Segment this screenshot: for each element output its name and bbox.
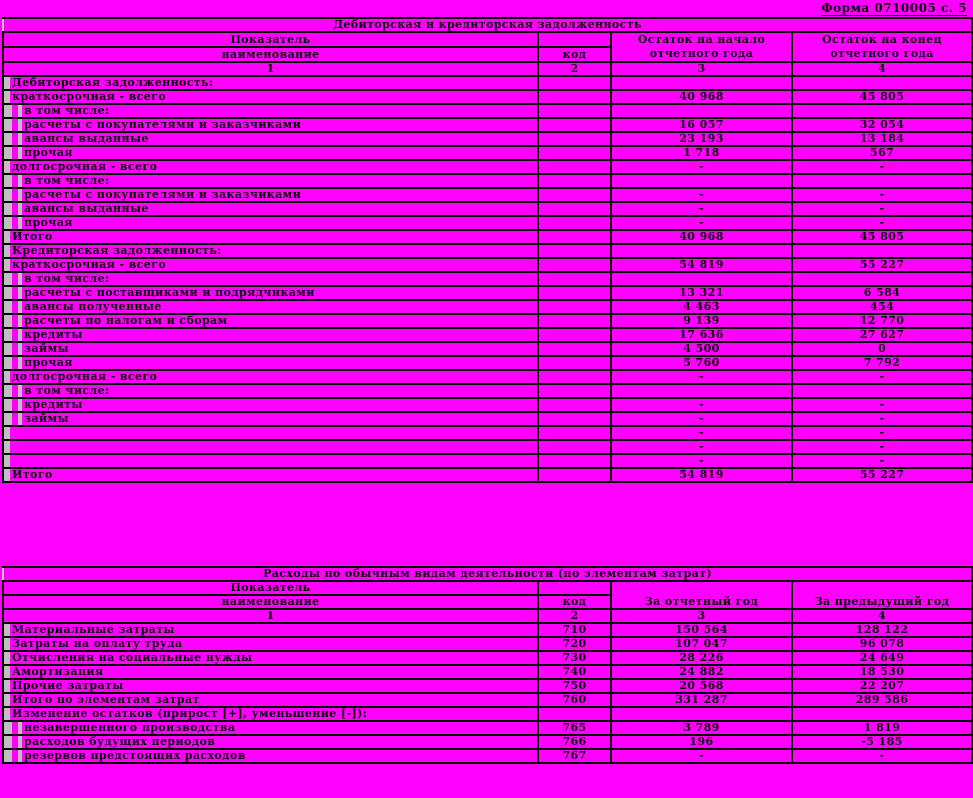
table-row [3, 735, 972, 749]
row-code: 765 [538, 721, 611, 735]
code-header: код [538, 47, 611, 62]
row-value-1: 150 564 [611, 623, 792, 637]
row-value-1: 4 463 [611, 300, 792, 314]
row-name: кредиты [3, 328, 538, 342]
colnum-1: 1 [3, 62, 538, 76]
table-row [3, 174, 972, 188]
indicator-header: Показатель [3, 32, 538, 47]
row-value-2 [792, 76, 972, 90]
row-value-1 [611, 76, 792, 90]
row-value-1: 1 718 [611, 146, 792, 160]
row-value-1 [611, 272, 792, 286]
row-value-1: 24 882 [611, 665, 792, 679]
table-row [3, 398, 972, 412]
row-value-1 [611, 244, 792, 258]
table-row [3, 272, 972, 286]
row-code [538, 258, 611, 272]
table-row [3, 300, 972, 314]
table-row [3, 454, 972, 468]
row-name: расчеты с покупателями и заказчиками [3, 118, 538, 132]
table-row [3, 146, 972, 160]
table-row [3, 90, 972, 104]
row-value-2: 45 805 [792, 90, 972, 104]
row-value-2 [792, 384, 972, 398]
section2-rows [3, 623, 972, 763]
row-name: в том числе: [3, 104, 538, 118]
row-code: 750 [538, 679, 611, 693]
row-name: Дебиторская задолженность: [3, 76, 538, 90]
row-value-2: 96 078 [792, 637, 972, 651]
row-name: расчеты с поставщиками и подрядчиками [3, 286, 538, 300]
expenses-by-element-table [2, 566, 973, 764]
row-value-2: 6 584 [792, 286, 972, 300]
row-value-1: 28 226 [611, 651, 792, 665]
row-code [538, 244, 611, 258]
row-value-2: 289 586 [792, 693, 972, 707]
table-row [3, 651, 972, 665]
row-code [538, 707, 611, 721]
row-value-1: 17 636 [611, 328, 792, 342]
row-value-1: 331 287 [611, 693, 792, 707]
row-value-2: 32 054 [792, 118, 972, 132]
row-value-1 [611, 384, 792, 398]
row-name [3, 454, 538, 468]
table-row [3, 258, 972, 272]
row-name: расчеты по налогам и сборам [3, 314, 538, 328]
row-name: в том числе: [3, 384, 538, 398]
table-row [3, 314, 972, 328]
row-code: 730 [538, 651, 611, 665]
table-row [3, 118, 972, 132]
row-value-2: 0 [792, 342, 972, 356]
row-value-2: - [792, 188, 972, 202]
table-row [3, 707, 972, 721]
row-code [538, 272, 611, 286]
row-value-1: - [611, 440, 792, 454]
row-value-2: 7 792 [792, 356, 972, 370]
row-value-2: - [792, 749, 972, 763]
row-name: авансы полученные [3, 300, 538, 314]
row-code [538, 314, 611, 328]
table-row [3, 384, 972, 398]
row-name: Кредиторская задолженность: [3, 244, 538, 258]
row-value-1: 20 568 [611, 679, 792, 693]
row-value-2: 18 530 [792, 665, 972, 679]
row-value-2: 55 227 [792, 468, 972, 482]
row-code [538, 342, 611, 356]
row-code [538, 188, 611, 202]
row-value-2: 12 770 [792, 314, 972, 328]
row-value-1: 23 193 [611, 132, 792, 146]
current-year-header: За отчетный год [611, 581, 792, 609]
table-row [3, 679, 972, 693]
colnum2-3: 3 [611, 609, 792, 623]
table-row [3, 440, 972, 454]
row-code [538, 384, 611, 398]
table-row [3, 665, 972, 679]
row-code [538, 76, 611, 90]
colnum-4: 4 [792, 62, 972, 76]
row-value-1: 5 760 [611, 356, 792, 370]
row-code [538, 160, 611, 174]
row-value-1: 9 139 [611, 314, 792, 328]
row-name: резервов предстоящих расходов [3, 749, 538, 763]
row-value-1: - [611, 749, 792, 763]
row-value-2: 128 122 [792, 623, 972, 637]
row-code [538, 328, 611, 342]
row-code [538, 398, 611, 412]
row-code [538, 356, 611, 370]
row-code [538, 174, 611, 188]
table-row [3, 104, 972, 118]
table-row [3, 132, 972, 146]
name-header: наименование [3, 47, 538, 62]
colnum2-2: 2 [538, 609, 611, 623]
row-code [538, 286, 611, 300]
row-value-2: 45 805 [792, 230, 972, 244]
row-value-1: 16 057 [611, 118, 792, 132]
row-value-2: - [792, 426, 972, 440]
row-name: авансы выданные [3, 132, 538, 146]
row-name: долгосрочная - всего [3, 160, 538, 174]
table-row [3, 721, 972, 735]
row-name: Материальные затраты [3, 623, 538, 637]
row-value-1: 54 819 [611, 468, 792, 482]
row-value-2: - [792, 454, 972, 468]
row-name: кредиты [3, 398, 538, 412]
row-name: краткосрочная - всего [3, 258, 538, 272]
table-row [3, 637, 972, 651]
row-code [538, 90, 611, 104]
colnum-3: 3 [611, 62, 792, 76]
row-code [538, 216, 611, 230]
row-name: Прочие затраты [3, 679, 538, 693]
row-code: 760 [538, 693, 611, 707]
table-row [3, 76, 972, 90]
table-row [3, 468, 972, 482]
table-row [3, 370, 972, 384]
row-value-1: - [611, 202, 792, 216]
row-code [538, 468, 611, 482]
row-value-1: - [611, 160, 792, 174]
row-name: Отчисления на социальные нужды [3, 651, 538, 665]
row-value-2: - [792, 202, 972, 216]
table-row [3, 356, 972, 370]
row-name: в том числе: [3, 272, 538, 286]
row-code [538, 412, 611, 426]
row-code [538, 300, 611, 314]
table-row [3, 216, 972, 230]
row-value-1 [611, 174, 792, 188]
row-code: 740 [538, 665, 611, 679]
table-row [3, 286, 972, 300]
code-header-blank-2 [538, 581, 611, 595]
row-value-1: 4 500 [611, 342, 792, 356]
row-name: Затраты на оплату труда [3, 637, 538, 651]
section1-title: Дебиторская и кредиторская задолженность [3, 18, 972, 32]
row-value-1 [611, 104, 792, 118]
row-value-2 [792, 707, 972, 721]
table-row [3, 328, 972, 342]
code-header-2: код [538, 595, 611, 609]
table-row [3, 749, 972, 763]
row-value-2: 13 184 [792, 132, 972, 146]
row-value-1: - [611, 398, 792, 412]
row-value-1: - [611, 370, 792, 384]
colnum-2: 2 [538, 62, 611, 76]
row-code: 720 [538, 637, 611, 651]
table-row [3, 202, 972, 216]
table-row [3, 412, 972, 426]
row-code [538, 440, 611, 454]
row-name: Амортизация [3, 665, 538, 679]
table-row [3, 342, 972, 356]
row-name [3, 440, 538, 454]
form-number [0, 0, 973, 18]
row-name: прочая [3, 146, 538, 160]
row-name: краткосрочная - всего [3, 90, 538, 104]
row-name: Итого [3, 230, 538, 244]
row-name: Изменение остатков (прирост [+], уменьшение [-]): [3, 707, 538, 721]
row-value-1: - [611, 454, 792, 468]
row-value-1: - [611, 216, 792, 230]
form-number-label: Форма 0710005 с. 5 [821, 1, 967, 15]
row-name [3, 426, 538, 440]
row-name: прочая [3, 356, 538, 370]
row-value-2: 567 [792, 146, 972, 160]
row-value-1: 40 968 [611, 230, 792, 244]
row-value-1 [611, 707, 792, 721]
row-code [538, 132, 611, 146]
table-row [3, 426, 972, 440]
previous-year-header: За предыдущий год [792, 581, 972, 609]
row-name: Итого по элементам затрат [3, 693, 538, 707]
row-name: расчеты с покупателями и заказчиками [3, 188, 538, 202]
row-value-2 [792, 104, 972, 118]
row-name: прочая [3, 216, 538, 230]
table-row [3, 160, 972, 174]
section2-title: Расходы по обычным видам деятельности (по элементам затрат) [3, 567, 972, 581]
row-code [538, 370, 611, 384]
row-value-1: - [611, 426, 792, 440]
row-code [538, 230, 611, 244]
row-value-2: - [792, 440, 972, 454]
row-name: займы [3, 342, 538, 356]
name-header-2: наименование [3, 595, 538, 609]
row-code [538, 118, 611, 132]
row-name: Итого [3, 468, 538, 482]
row-value-2 [792, 174, 972, 188]
row-value-2: -5 185 [792, 735, 972, 749]
row-code: 710 [538, 623, 611, 637]
row-code: 767 [538, 749, 611, 763]
row-code: 766 [538, 735, 611, 749]
row-value-1: 54 819 [611, 258, 792, 272]
start-balance-header: Остаток на начало отчетного года [611, 32, 792, 62]
colnum2-4: 4 [792, 609, 972, 623]
row-name: авансы выданные [3, 202, 538, 216]
row-name: долгосрочная - всего [3, 370, 538, 384]
row-name: расходов будущих периодов [3, 735, 538, 749]
row-value-2: 22 207 [792, 679, 972, 693]
table-row [3, 230, 972, 244]
row-value-2: 55 227 [792, 258, 972, 272]
table-row [3, 188, 972, 202]
row-value-2 [792, 244, 972, 258]
end-balance-header: Остаток на конец отчетного года [792, 32, 972, 62]
row-value-2: - [792, 216, 972, 230]
table-row [3, 623, 972, 637]
row-name: в том числе: [3, 174, 538, 188]
row-value-1: 196 [611, 735, 792, 749]
row-value-2: - [792, 398, 972, 412]
row-value-2: 27 627 [792, 328, 972, 342]
colnum2-1: 1 [3, 609, 538, 623]
table-row [3, 244, 972, 258]
receivables-payables-table [2, 17, 973, 483]
row-value-2: 24 649 [792, 651, 972, 665]
row-value-1: - [611, 412, 792, 426]
row-name: займы [3, 412, 538, 426]
row-code [538, 202, 611, 216]
row-value-2: - [792, 412, 972, 426]
row-code [538, 104, 611, 118]
section1-rows [3, 76, 972, 482]
indicator-header-2: Показатель [3, 581, 538, 595]
row-value-1: 3 789 [611, 721, 792, 735]
row-name: незавершенного производства [3, 721, 538, 735]
row-value-2: 1 819 [792, 721, 972, 735]
row-value-1: - [611, 188, 792, 202]
row-value-1: 107 047 [611, 637, 792, 651]
row-code [538, 426, 611, 440]
row-value-1: 40 968 [611, 90, 792, 104]
row-value-2 [792, 272, 972, 286]
row-code [538, 454, 611, 468]
row-value-1: 13 321 [611, 286, 792, 300]
row-code [538, 146, 611, 160]
table-row [3, 693, 972, 707]
row-value-2: - [792, 370, 972, 384]
row-value-2: - [792, 160, 972, 174]
row-value-2: 454 [792, 300, 972, 314]
code-header-blank [538, 32, 611, 47]
